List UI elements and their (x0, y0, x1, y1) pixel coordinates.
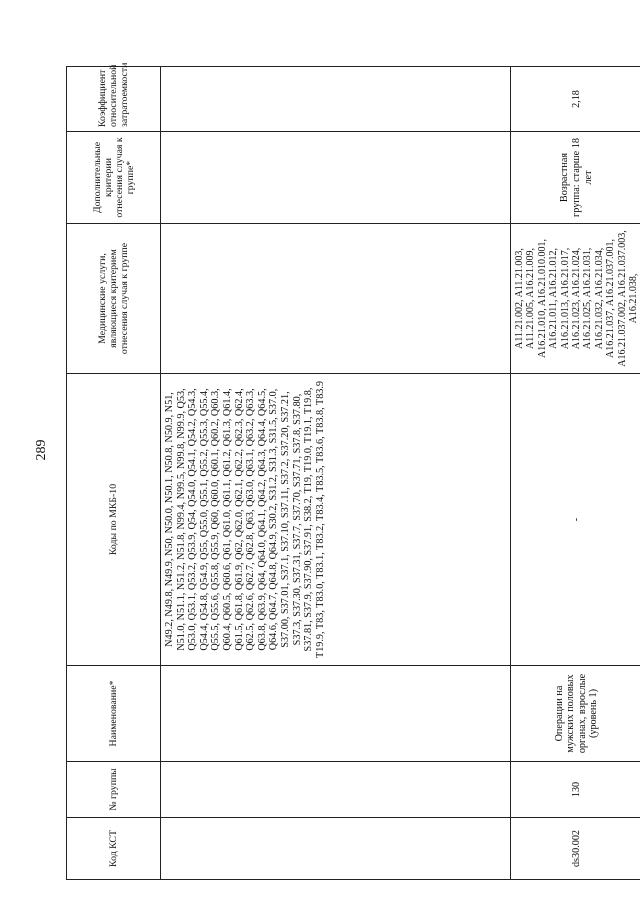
table-row (511, 67, 640, 880)
cell-code (161, 818, 511, 880)
cell-code: ds30.002 (511, 818, 640, 880)
cell-name: Операции на мужских половых органах, взрослые (уровень 1) (511, 666, 640, 762)
header-extra-criteria: Дополнительные критерии отнесения случая к группе* (67, 132, 161, 224)
header-mkb: Коды по МКБ-10 (67, 374, 161, 666)
header-name: Наименование* (67, 666, 161, 762)
ksg-table (66, 62, 640, 880)
header-code: Код КСТ (67, 818, 161, 880)
page-number: 289 (34, 439, 49, 461)
cell-group: 130 (511, 762, 640, 818)
cell-name (161, 666, 511, 762)
header-services: Медицинские услуги, являющиеся критерием отнесения случая к группе (67, 224, 161, 374)
table-row (161, 67, 511, 880)
header-group: № группы (67, 762, 161, 818)
cell-services: A11.21.002, A11.21.003, A11.21.005, A16.21.009, A16.21.010, A16.21.010.001, A16.21.011, A16.21.012, A16.21.013, A16.21.017, A16.21.023, A16.21.024, A16.21.025, A16.21.031, A16.21.032, A16.21.034, A16.21.037, A16.21.037.001, A16.21.037.002, A16.21.037.003, A16.21.038, (511, 224, 640, 374)
cell-extra (161, 132, 511, 224)
cell-mkb: - (511, 374, 640, 666)
table-header-row (67, 67, 161, 880)
rotated-table-container (66, 62, 640, 880)
cell-services (161, 224, 511, 374)
cell-coef: 2,18 (511, 67, 640, 132)
cell-coef (161, 67, 511, 132)
cell-group (161, 762, 511, 818)
cell-mkb: N49.2, N49.8, N49.9, N50, N50.0, N50.1, N50.8, N50.9, N51, N51.0, N51.1, N51.2, N51.8, N99.4, N99.5, N99.8, N99.9, Q53, Q53.0, Q53.1, Q53.2, Q53.9, Q54, Q54.0, Q54.1, Q54.2, Q54.3, Q54.4, Q54.8, Q54.9, Q55, Q55.0, Q55.1, Q55.2, Q55.3, Q55.4, Q55.5, Q55.6, Q55.8, Q55.9, Q60, Q60.0, Q60.1, Q60.2, Q60.3, Q60.4, Q60.5, Q60.6, Q61, Q61.0, Q61.1, Q61.2, Q61.3, Q61.4, Q61.5, Q61.8, Q61.9, Q62, Q62.0, Q62.1, Q62.2, Q62.3, Q62.4, Q62.5, Q62.6, Q62.7, Q62.8, Q63, Q63.0, Q63.1, Q63.2, Q63.3, Q63.8, Q63.9, Q64, Q64.0, Q64.1, Q64.2, Q64.3, Q64.4, Q64.5, Q64.6, Q64.7, Q64.8, Q64.9, S30.2, S31.2, S31.3, S31.5, S37.0, S37.00, S37.01, S37.1, S37.10, S37.11, S37.2, S37.20, S37.21, S37.3, S37.30, S37.31, S37.7, S37.70, S37.71, S37.8, S37.80, S37.81, S37.9, S37.90, S37.91, S38.2, T19, T19.0, T19.1, T19.8, T19.9, T83, T83.0, T83.1, T83.2, T83.4, T83.5, T83.6, T83.8, T83.9 (161, 374, 511, 666)
header-coefficient: Коэффициент относительной затратоемкости (67, 67, 161, 132)
cell-extra: Возрастная группа: старше 18 лет (511, 132, 640, 224)
